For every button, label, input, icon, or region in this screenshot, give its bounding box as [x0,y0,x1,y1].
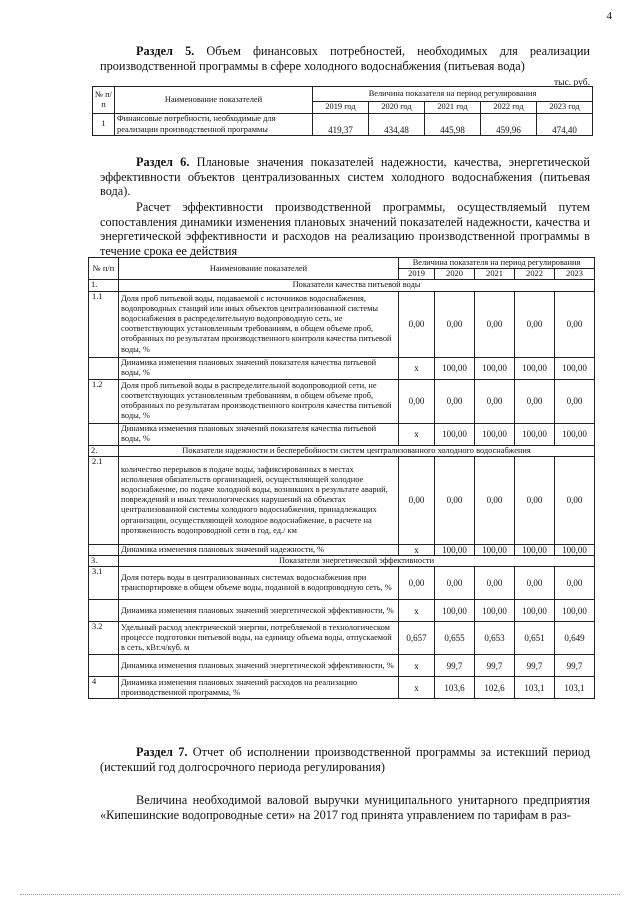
row-value: 459,96 [481,114,537,136]
row-name: Динамика изменения плановых значений расходов на реализацию производственной программы, % [119,677,399,699]
row-value: 0,00 [435,291,475,357]
table-row [89,655,595,677]
row-value: 0,00 [399,567,435,600]
row-num: 1. [89,280,119,291]
table5-year: 2020 год [369,102,425,114]
table5-year: 2019 год [313,102,369,114]
row-value: 100,00 [475,357,515,379]
row-value: 0,00 [555,567,595,600]
section5-table [92,86,593,136]
table-row [89,456,595,544]
table-row [89,291,595,357]
row-num [89,655,119,677]
row-value: 0,00 [399,379,435,423]
row-value: 100,00 [475,423,515,445]
row-value: 0,00 [435,379,475,423]
row-value: x [399,677,435,699]
row-value: 0,651 [515,622,555,655]
row-num: 3.2 [89,622,119,655]
row-num: 1.2 [89,379,119,423]
row-value: 0,649 [555,622,595,655]
row-value: 0,00 [515,379,555,423]
row-num: 2. [89,445,119,456]
section-row-title: Показатели надежности и бесперебойности систем централизованного холодного водоснабжения [119,445,595,456]
row-name: Динамика изменения плановых значений надежности, % [119,544,399,555]
row-value: 0,00 [555,379,595,423]
row-num [89,544,119,555]
section6-title: Плановые значения показателей надежности, качества, энергетической эффективности объектов централизованных систем холодного водоснабжения (питьевая вода). [100,155,590,198]
section7-label: Раздел 7. [136,745,188,759]
row-name: Динамика изменения плановых значений энергетической эффективности, % [119,600,399,622]
row-value: 0,00 [515,567,555,600]
row-value: 100,00 [435,544,475,555]
row-value: 100,00 [515,544,555,555]
table5-header-num: № п/п [93,87,115,114]
row-num: 2.1 [89,456,119,544]
row-value: 103,1 [555,677,595,699]
table6-year: 2020 [435,269,475,280]
row-value: 0,00 [399,291,435,357]
table-row [89,423,595,445]
row-value: x [399,357,435,379]
row-num: 1.1 [89,291,119,357]
table-section-row [89,280,595,291]
table5-header-name: Наименование показателей [115,87,313,114]
row-value: 100,00 [435,600,475,622]
row-value: 100,00 [555,423,595,445]
row-value: 100,00 [555,600,595,622]
row-value: 0,653 [475,622,515,655]
row-value: 100,00 [475,600,515,622]
row-value: 0,00 [515,456,555,544]
row-value: 99,7 [515,655,555,677]
row-value: 100,00 [555,357,595,379]
row-num: 4 [89,677,119,699]
section5-heading [100,44,590,73]
section-row-title: Показатели энергетической эффективности [119,556,595,567]
section5-units: тыс. руб. [554,78,590,88]
table-row [89,677,595,699]
row-num: 3.1 [89,567,119,600]
table6-header-num: № п/п [89,258,119,280]
table6-year: 2021 [475,269,515,280]
row-value: x [399,600,435,622]
row-value: 100,00 [515,423,555,445]
table-row [89,544,595,555]
section7-heading [100,745,590,774]
table5-year: 2021 год [425,102,481,114]
row-value: x [399,544,435,555]
table6-year: 2022 [515,269,555,280]
row-value: 100,00 [515,600,555,622]
row-value: 102,6 [475,677,515,699]
table-row [89,622,595,655]
row-value: 100,00 [515,357,555,379]
row-value: 100,00 [555,544,595,555]
row-value: 100,00 [435,357,475,379]
table6-year: 2023 [555,269,595,280]
row-value: 100,00 [475,544,515,555]
table5-header-group: Величина показателя на период регулирования [313,87,593,102]
row-value: 0,00 [435,456,475,544]
row-num [89,357,119,379]
table-section-row [89,556,595,567]
row-value: 445,98 [425,114,481,136]
row-name: Финансовые потребности, необходимые для реализации производственной программы [115,114,313,136]
row-name: Динамика изменения плановых значений показателя качества питьевой воды, % [119,423,399,445]
row-num [89,423,119,445]
row-name: Динамика изменения плановых значений показателя качества питьевой воды, % [119,357,399,379]
row-name: Удельный расход электрической энергии, потребляемой в технологическом процессе подготовки питьевой воды, на единицу объема воды, отпускаемой в сеть, кВт.ч/куб. м [119,622,399,655]
row-value: 0,00 [515,291,555,357]
row-value: 0,00 [435,567,475,600]
row-num: 3. [89,556,119,567]
row-name: Доля потерь воды в централизованных системах водоснабжения при транспортировке в общем объеме воды, поданной в водопроводную сеть, % [119,567,399,600]
section7-title: Отчет об исполнении производственной программы за истекший период (истекший год долгосрочного периода регулирования) [100,745,590,774]
row-name: количество перерывов в подаче воды, зафиксированных в местах исполнения обязательств организацией, осуществляющей холодное водоснабжение, по подаче холодной воды, возникших в результате аварий, повреждений и иных технологических нарушений на объектах централизованной системы холодного водоснабжения, принадлежащих организации, осуществляющей холодное водоснабжение, в расчете на протяженность водопроводной сети в год, ед./ км [119,456,399,544]
page-number: 4 [606,10,612,22]
row-value: 99,7 [475,655,515,677]
row-value: 474,40 [537,114,593,136]
row-name: Динамика изменения плановых значений энергетической эффективности, % [119,655,399,677]
row-value: 99,7 [435,655,475,677]
table6-header-name: Наименование показателей [119,258,399,280]
row-num: 1 [93,114,115,136]
section6-label: Раздел 6. [136,155,190,169]
row-value: x [399,423,435,445]
section5-label: Раздел 5. [136,44,195,58]
row-value: 99,7 [555,655,595,677]
table-row [89,600,595,622]
table6-year: 2019 [399,269,435,280]
row-value: 419,37 [313,114,369,136]
row-value: 0,00 [475,379,515,423]
row-value: 0,00 [555,456,595,544]
row-value: 0,655 [435,622,475,655]
row-value: 0,00 [475,567,515,600]
table-row [89,567,595,600]
row-value: 0,00 [555,291,595,357]
table-row [89,357,595,379]
page-footer-line [20,894,620,896]
row-value: 434,48 [369,114,425,136]
table5-year: 2022 год [481,102,537,114]
section6-heading [100,155,590,199]
row-value: 103,1 [515,677,555,699]
row-value: 0,00 [399,456,435,544]
table-row [89,379,595,423]
row-value: 0,00 [475,456,515,544]
row-value: 100,00 [435,423,475,445]
row-value: 0,657 [399,622,435,655]
section5-title: Объем финансовых потребностей, необходимых для реализации производственной программы в сфере холодного водоснабжения (питьевая вода) [100,44,590,73]
table-row [93,114,593,136]
table5-year: 2023 год [537,102,593,114]
table6-header-group: Величина показателя на период регулирования [399,258,595,269]
section-row-title: Показатели качества питьевой воды [119,280,595,291]
row-value: x [399,655,435,677]
row-num [89,600,119,622]
row-name: Доля проб питьевой воды в распределительной водопроводной сети, не соответствующих установленным требованиям, в общем объеме проб, отобранных по результатам производственного контроля качества питьевой воды, % [119,379,399,423]
row-name: Доля проб питьевой воды, подаваемой с источников водоснабжения, водопроводных станций или иных объектов централизованной системы водоснабжения в распределительную водопроводную сеть, не соответствующих установленным требованиям, в общем объеме проб, отобранных по результатам производственного контроля качества питьевой воды, % [119,291,399,357]
section6-paragraph: Расчет эффективности производственной программы, осуществляемый путем сопоставления динамики изменения плановых значений показателей надежности, качества и энергетической эффективности и расходов на реализацию производственной программы в течение срока ее действия [100,200,590,258]
section6-table [88,257,595,699]
row-value: 0,00 [475,291,515,357]
row-value: 103,6 [435,677,475,699]
table-section-row [89,445,595,456]
section7-paragraph: Величина необходимой валовой выручки муниципального унитарного предприятия «Кипешинские водопроводные сети» на 2017 год принята управлением по тарифам в раз- [100,793,590,822]
